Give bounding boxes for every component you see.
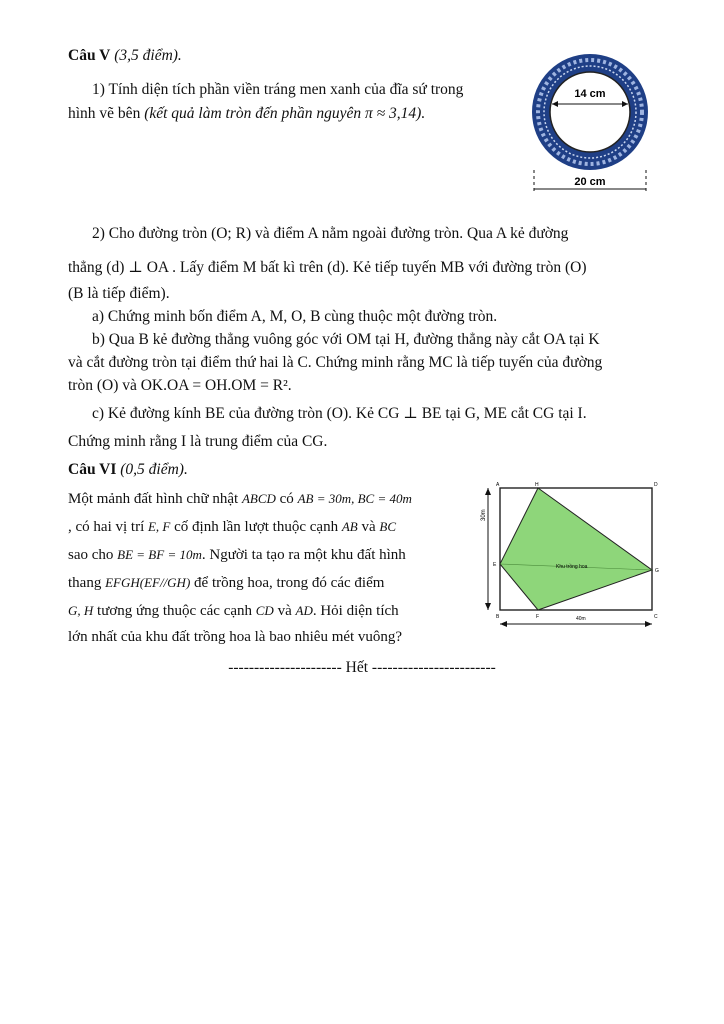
label-d: D (654, 482, 658, 488)
outer-diameter-label: 20 cm (574, 176, 606, 188)
label-c: C (654, 614, 658, 620)
q6-l5-gh: G, H (68, 603, 94, 618)
q5-c-line2: Chứng minh rằng I là trung điểm của CG. (68, 433, 328, 450)
q5-p1-line2-text: hình vẽ bên (68, 105, 145, 122)
end-word: Hết (345, 659, 369, 676)
q5-p1-line1: 1) Tính diện tích phần viền tráng men xanh của đĩa sứ trong (92, 81, 464, 98)
q6-line1 (68, 488, 412, 511)
q6-l2-ef: E, F (147, 519, 171, 534)
q6-l2-text2: cố định lần lượt thuộc cạnh (170, 519, 342, 535)
q6-l5-text2: . Hỏi diện tích (312, 603, 399, 619)
q6-line4 (68, 572, 384, 595)
q6-points: (0,5 điểm). (120, 461, 188, 478)
q5-b-line3: tròn (O) và OK.OA = OH.OM = R². (68, 377, 292, 394)
label-f: F (536, 614, 540, 620)
q5-p2-line1: 2) Cho đường tròn (O; R) và điểm A nằm ngoài đường tròn. Qua A kẻ đường (92, 225, 569, 242)
left-arrow-bottom (485, 603, 491, 610)
q6-l2-va: và (357, 519, 380, 535)
q6-l2-ab: AB (341, 519, 358, 534)
garden-trapezoid (500, 488, 652, 610)
q6-l5-va: và (273, 603, 296, 619)
q5-p2-line2: thẳng (d) ⊥ OA . Lấy điểm M bất kì trên (d). Kẻ tiếp tuyến MB với đường tròn (O) (68, 259, 587, 276)
bottom-arrow-left (500, 621, 507, 627)
q6-l5-cd: CD (255, 603, 274, 618)
q6-l4-text: thang (68, 575, 106, 591)
q6-l2-bc: BC (379, 519, 397, 534)
q6-l3-text2: . Người ta tạo ra một khu đất hình (201, 547, 406, 563)
q5-b-line2: và cắt đường tròn tại điểm thứ hai là C. Chứng minh rằng MC là tiếp tuyến của đường (68, 354, 603, 371)
label-h: H (535, 482, 539, 488)
inner-diameter-label: 14 cm (574, 88, 606, 100)
q5-p1-line2 (68, 102, 425, 126)
label-b: B (496, 614, 500, 620)
q6-l3-text: sao cho (68, 547, 118, 563)
garden-figure (478, 478, 664, 630)
garden-inside-label: Khu trồng hoa (556, 564, 588, 570)
q5-p1-note: (kết quả làm tròn đến phần nguyên π ≈ 3,14). (144, 105, 426, 122)
q6-l4-text2: để trồng hoa, trong đó các điểm (190, 575, 385, 591)
label-e: E (493, 562, 497, 568)
q6-line5 (68, 600, 399, 623)
q6-l1-text: Một mảnh đất hình chữ nhật (68, 491, 242, 507)
q5-p2-line3: (B là tiếp điểm). (68, 285, 170, 302)
q6-line3 (68, 544, 406, 567)
label-g: G (655, 568, 659, 574)
q5-a-line: a) Chứng minh bốn điểm A, M, O, B cùng thuộc một đường tròn. (92, 308, 498, 325)
end-marker (0, 656, 724, 680)
q5-b-line1: b) Qua B kẻ đường thẳng vuông góc với OM tại H, đường thẳng này cắt OA tại K (92, 331, 600, 348)
q6-line6: lớn nhất của khu đất trồng hoa là bao nhiêu mét vuông? (68, 629, 403, 645)
q6-l2-text: , có hai vị trí (68, 519, 148, 535)
q6-l5-text: tương ứng thuộc các cạnh (93, 603, 256, 619)
q5-title (68, 44, 182, 68)
left-arrow-top (485, 488, 491, 495)
q5-c-line1: c) Kẻ đường kính BE của đường tròn (O). Kẻ CG ⊥ BE tại G, ME cắt CG tại I. (92, 405, 587, 422)
q6-line2 (68, 516, 396, 539)
q5-heading: Câu V (68, 47, 111, 64)
bottom-dimension-label: 40m (576, 616, 586, 622)
q6-l4-efgh: EFGH(EF//GH) (105, 575, 191, 590)
end-dashes-left: ---------------------- (228, 659, 342, 676)
q6-l1-abcd: ABCD (241, 491, 276, 506)
end-dashes-right: ------------------------ (371, 659, 496, 676)
left-dimension-label: 30m (481, 509, 487, 521)
q6-heading: Câu VI (68, 461, 117, 478)
q6-l3-eq: BE = BF = 10m (117, 547, 202, 562)
label-a: A (496, 482, 500, 488)
plate-white-center (550, 72, 630, 152)
plate-figure (528, 52, 658, 200)
q6-l1-dims: AB = 30m, BC = 40m (297, 491, 412, 506)
q6-title (68, 458, 188, 482)
q6-l5-ad: AD (295, 603, 313, 618)
q5-points: (3,5 điểm). (114, 47, 182, 64)
q6-l1-co: có (275, 491, 298, 507)
bottom-arrow-right (645, 621, 652, 627)
